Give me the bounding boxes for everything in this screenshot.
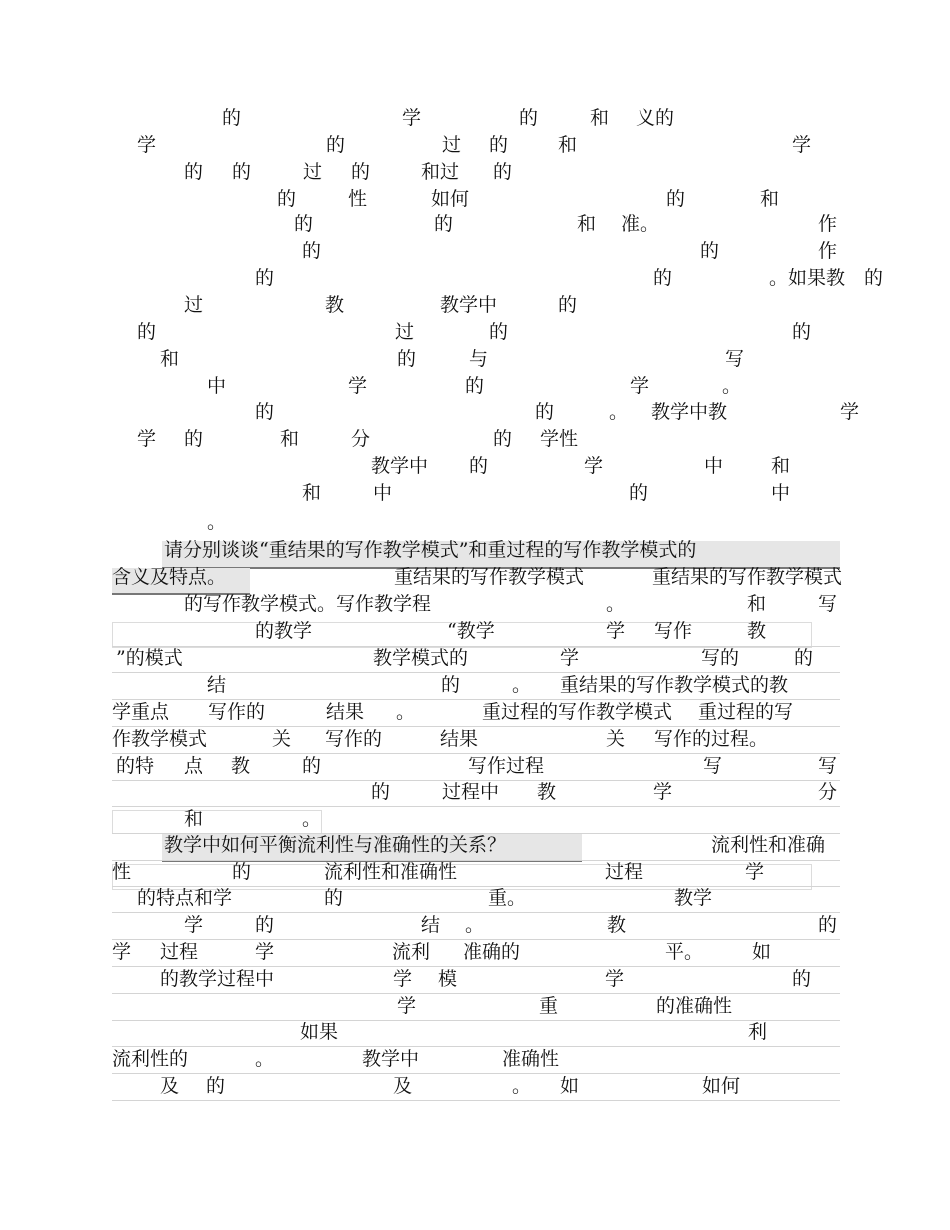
- text-fragment: 的: [666, 188, 686, 210]
- text-fragment: 的: [864, 267, 884, 289]
- table-rule: [112, 993, 840, 994]
- text-line: [0, 538, 950, 564]
- text-fragment: 准确性: [502, 1048, 560, 1070]
- text-fragment: 。: [302, 808, 322, 830]
- text-fragment: 的: [255, 914, 275, 936]
- text-fragment: 写: [703, 755, 723, 777]
- text-fragment: 的写作教学模式。写作教学程: [184, 593, 432, 615]
- text-fragment: 和: [771, 455, 791, 477]
- text-line: [0, 187, 950, 213]
- text-fragment: 过: [442, 134, 462, 156]
- text-line: [0, 994, 950, 1020]
- text-fragment: 重过程的写: [698, 701, 794, 723]
- text-fragment: 学: [630, 375, 650, 397]
- text-fragment: 的: [302, 240, 322, 262]
- text-fragment: 分: [351, 428, 371, 450]
- text-fragment: 重过程的写作教学模式: [482, 701, 673, 723]
- text-fragment: 和: [747, 593, 767, 615]
- text-fragment: 关: [272, 728, 292, 750]
- text-fragment: 的: [371, 781, 391, 803]
- text-fragment: 的: [302, 755, 322, 777]
- text-fragment: 教: [537, 781, 557, 803]
- text-fragment: 的: [519, 107, 539, 129]
- text-fragment: 含义及特点。: [112, 566, 227, 588]
- text-fragment: 和: [184, 808, 204, 830]
- text-fragment: 点: [184, 755, 204, 777]
- text-line: [0, 293, 950, 319]
- text-fragment: 的: [222, 107, 242, 129]
- text-fragment: 写作的过程。: [654, 728, 769, 750]
- text-fragment: 。: [396, 701, 416, 723]
- text-fragment: 和: [160, 348, 180, 370]
- text-line: [0, 510, 950, 536]
- text-fragment: 过程: [160, 941, 199, 963]
- text-fragment: 义的: [636, 107, 675, 129]
- text-fragment: 过程中: [442, 781, 500, 803]
- text-fragment: 。: [255, 1048, 275, 1070]
- text-fragment: 的: [137, 321, 157, 343]
- table-rule: [112, 780, 840, 781]
- text-line: [0, 1074, 950, 1100]
- text-fragment: 。: [722, 375, 742, 397]
- text-fragment: 的: [493, 428, 513, 450]
- text-line: [0, 967, 950, 993]
- table-rule: [112, 1046, 840, 1047]
- text-fragment: 的: [324, 887, 344, 909]
- text-fragment: 写: [818, 755, 838, 777]
- text-fragment: 学重点: [112, 701, 170, 723]
- text-fragment: 教学中: [371, 455, 429, 477]
- text-fragment: 重结果的写作教学模式的教: [560, 674, 789, 696]
- text-fragment: 写作: [654, 620, 693, 642]
- text-fragment: 准确的: [463, 941, 521, 963]
- text-fragment: 的: [700, 240, 720, 262]
- text-fragment: 与: [469, 348, 489, 370]
- table-rule: [112, 1100, 840, 1101]
- text-fragment: 教: [231, 755, 251, 777]
- text-line: [0, 427, 950, 453]
- text-line: [0, 807, 950, 833]
- text-fragment: 如何: [702, 1075, 741, 1097]
- text-line: [0, 646, 950, 672]
- text-fragment: 学: [584, 455, 604, 477]
- text-line: [0, 133, 950, 159]
- text-fragment: 如: [560, 1075, 580, 1097]
- text-fragment: 中: [771, 482, 791, 504]
- table-rule: [112, 1020, 840, 1021]
- text-line: [0, 913, 950, 939]
- table-rule: [112, 646, 840, 647]
- text-line: [0, 886, 950, 912]
- text-fragment: 的: [232, 161, 252, 183]
- text-fragment: 的特: [116, 755, 155, 777]
- text-line: [0, 780, 950, 806]
- text-fragment: 学: [605, 968, 625, 990]
- text-fragment: 。: [207, 511, 227, 533]
- text-fragment: 中: [207, 375, 227, 397]
- text-fragment: 的特点和学: [137, 887, 233, 909]
- text-fragment: 教学中教: [651, 401, 728, 423]
- text-fragment: 的教学: [255, 620, 313, 642]
- text-fragment: 写作的: [325, 728, 383, 750]
- text-fragment: 学: [348, 375, 368, 397]
- text-fragment: 作: [818, 240, 838, 262]
- text-fragment: 的准确性: [656, 995, 733, 1017]
- text-fragment: 和: [280, 428, 300, 450]
- text-fragment: 。: [465, 914, 485, 936]
- text-fragment: 流利性和准确性: [324, 861, 458, 883]
- table-rule: [112, 833, 840, 834]
- text-fragment: 关: [606, 728, 626, 750]
- text-line: [0, 592, 950, 618]
- text-fragment: 学: [137, 134, 157, 156]
- text-fragment: 学: [393, 968, 413, 990]
- text-fragment: 的: [558, 294, 578, 316]
- text-fragment: 。如果教: [769, 267, 846, 289]
- text-fragment: 的教学过程中: [160, 968, 275, 990]
- text-fragment: 的: [206, 1075, 226, 1097]
- text-line: [0, 320, 950, 346]
- text-fragment: 和: [760, 188, 780, 210]
- text-fragment: 过: [395, 321, 415, 343]
- table-rule: [112, 939, 840, 940]
- table-rule: [112, 860, 840, 861]
- text-fragment: 的: [294, 213, 314, 235]
- text-fragment: 及: [393, 1075, 413, 1097]
- text-fragment: 重结果的写作教学模式: [652, 566, 843, 588]
- text-fragment: 教学: [674, 887, 713, 909]
- text-line: [0, 266, 950, 292]
- text-line: [0, 565, 950, 591]
- text-fragment: 性: [112, 861, 132, 883]
- text-fragment: 学: [745, 861, 765, 883]
- text-fragment: 学: [402, 107, 422, 129]
- text-line: [0, 1020, 950, 1046]
- text-line: [0, 481, 950, 507]
- table-rule: [112, 806, 840, 807]
- text-fragment: 的: [465, 375, 485, 397]
- text-fragment: 请分别谈谈“重结果的写作教学模式”和重过程的写作教学模式的: [164, 539, 697, 561]
- text-fragment: 的: [232, 861, 252, 883]
- text-fragment: 学: [653, 781, 673, 803]
- text-fragment: 和: [302, 482, 322, 504]
- text-fragment: 的: [441, 674, 461, 696]
- table-rule: [112, 726, 840, 727]
- text-fragment: 的: [434, 213, 454, 235]
- text-fragment: 的: [818, 914, 838, 936]
- text-fragment: 学: [840, 401, 860, 423]
- text-fragment: 学: [137, 428, 157, 450]
- text-fragment: 学: [397, 995, 417, 1017]
- text-line: [0, 400, 950, 426]
- text-line: [0, 833, 950, 859]
- text-fragment: 写作过程: [468, 755, 545, 777]
- text-fragment: 流利性的: [112, 1048, 189, 1070]
- text-fragment: 教: [747, 620, 767, 642]
- text-line: [0, 673, 950, 699]
- text-fragment: 教学中: [362, 1048, 420, 1070]
- text-fragment: 。: [512, 674, 532, 696]
- table-rule: [112, 966, 840, 967]
- text-fragment: 性: [348, 188, 368, 210]
- text-fragment: 和: [590, 107, 610, 129]
- text-fragment: 准。: [621, 213, 660, 235]
- text-line: [0, 860, 950, 886]
- text-fragment: 过: [303, 161, 323, 183]
- text-fragment: 学: [792, 134, 812, 156]
- text-line: [0, 754, 950, 780]
- text-fragment: 模: [438, 968, 458, 990]
- text-fragment: 的: [489, 134, 509, 156]
- text-fragment: 学: [560, 647, 580, 669]
- text-fragment: 的: [489, 321, 509, 343]
- text-fragment: 教学中如何平衡流利性与准确性的关系？: [164, 834, 507, 856]
- text-fragment: 和: [577, 213, 597, 235]
- table-rule: [112, 1073, 840, 1074]
- text-fragment: 结果: [326, 701, 365, 723]
- text-fragment: 结果: [440, 728, 479, 750]
- text-line: [0, 1047, 950, 1073]
- text-fragment: 重: [539, 995, 559, 1017]
- text-fragment: 结: [421, 914, 441, 936]
- text-fragment: 流利性和准确: [711, 834, 826, 856]
- text-line: [0, 106, 950, 132]
- text-fragment: “教学: [447, 620, 495, 642]
- text-fragment: 学性: [540, 428, 579, 450]
- text-line: [0, 940, 950, 966]
- text-fragment: 写: [725, 348, 745, 370]
- text-line: [0, 727, 950, 753]
- text-fragment: 教学模式的: [373, 647, 469, 669]
- text-fragment: 及: [160, 1075, 180, 1097]
- table-rule: [112, 672, 840, 673]
- text-fragment: 的: [184, 428, 204, 450]
- table-rule: [112, 886, 840, 887]
- text-fragment: 中: [373, 482, 393, 504]
- text-fragment: 重。: [488, 887, 527, 909]
- text-fragment: 的: [493, 161, 513, 183]
- text-fragment: 写作的: [208, 701, 266, 723]
- text-fragment: 的: [184, 161, 204, 183]
- text-fragment: 的: [255, 267, 275, 289]
- text-fragment: 重结果的写作教学模式: [394, 566, 585, 588]
- text-fragment: 的: [535, 401, 555, 423]
- text-fragment: 分: [818, 781, 838, 803]
- text-fragment: 。: [606, 593, 626, 615]
- text-fragment: 和过: [421, 161, 460, 183]
- text-fragment: 教: [607, 914, 627, 936]
- text-fragment: 学: [112, 941, 132, 963]
- text-fragment: 作: [818, 213, 838, 235]
- text-fragment: 和: [558, 134, 578, 156]
- text-line: [0, 619, 950, 645]
- text-fragment: 的: [397, 348, 417, 370]
- text-fragment: 的: [792, 968, 812, 990]
- text-fragment: 如: [752, 941, 772, 963]
- text-fragment: 教学中: [440, 294, 498, 316]
- text-fragment: 的: [255, 401, 275, 423]
- text-fragment: 。: [512, 1075, 532, 1097]
- text-fragment: 学: [606, 620, 626, 642]
- text-fragment: 结: [207, 674, 227, 696]
- text-line: [0, 239, 950, 265]
- text-fragment: 的: [326, 134, 346, 156]
- text-fragment: 的: [629, 482, 649, 504]
- text-line: [0, 212, 950, 238]
- text-fragment: 的: [469, 455, 489, 477]
- text-fragment: 教: [325, 294, 345, 316]
- text-fragment: 写: [818, 593, 838, 615]
- text-fragment: 作教学模式: [112, 728, 208, 750]
- text-fragment: 过: [184, 294, 204, 316]
- table-rule: [112, 699, 840, 700]
- text-fragment: 的: [277, 188, 297, 210]
- text-fragment: 的: [794, 647, 814, 669]
- text-fragment: 过程: [605, 861, 644, 883]
- text-line: [0, 160, 950, 186]
- text-fragment: 学: [255, 941, 275, 963]
- text-line: [0, 374, 950, 400]
- text-fragment: 中: [704, 455, 724, 477]
- text-line: [0, 347, 950, 373]
- text-fragment: 利: [748, 1021, 768, 1043]
- text-fragment: 的: [653, 267, 673, 289]
- text-fragment: 如何: [431, 188, 470, 210]
- text-fragment: 如果: [300, 1021, 339, 1043]
- text-fragment: ”的模式: [116, 647, 183, 669]
- text-line: [0, 454, 950, 480]
- text-fragment: 。: [609, 401, 629, 423]
- table-rule: [112, 912, 840, 913]
- text-fragment: 的: [351, 161, 371, 183]
- text-fragment: 写的: [701, 647, 740, 669]
- text-fragment: 学: [184, 914, 204, 936]
- text-fragment: 的: [792, 321, 812, 343]
- text-fragment: 流利: [392, 941, 431, 963]
- text-fragment: 平。: [665, 941, 704, 963]
- table-rule: [112, 753, 840, 754]
- text-line: [0, 700, 950, 726]
